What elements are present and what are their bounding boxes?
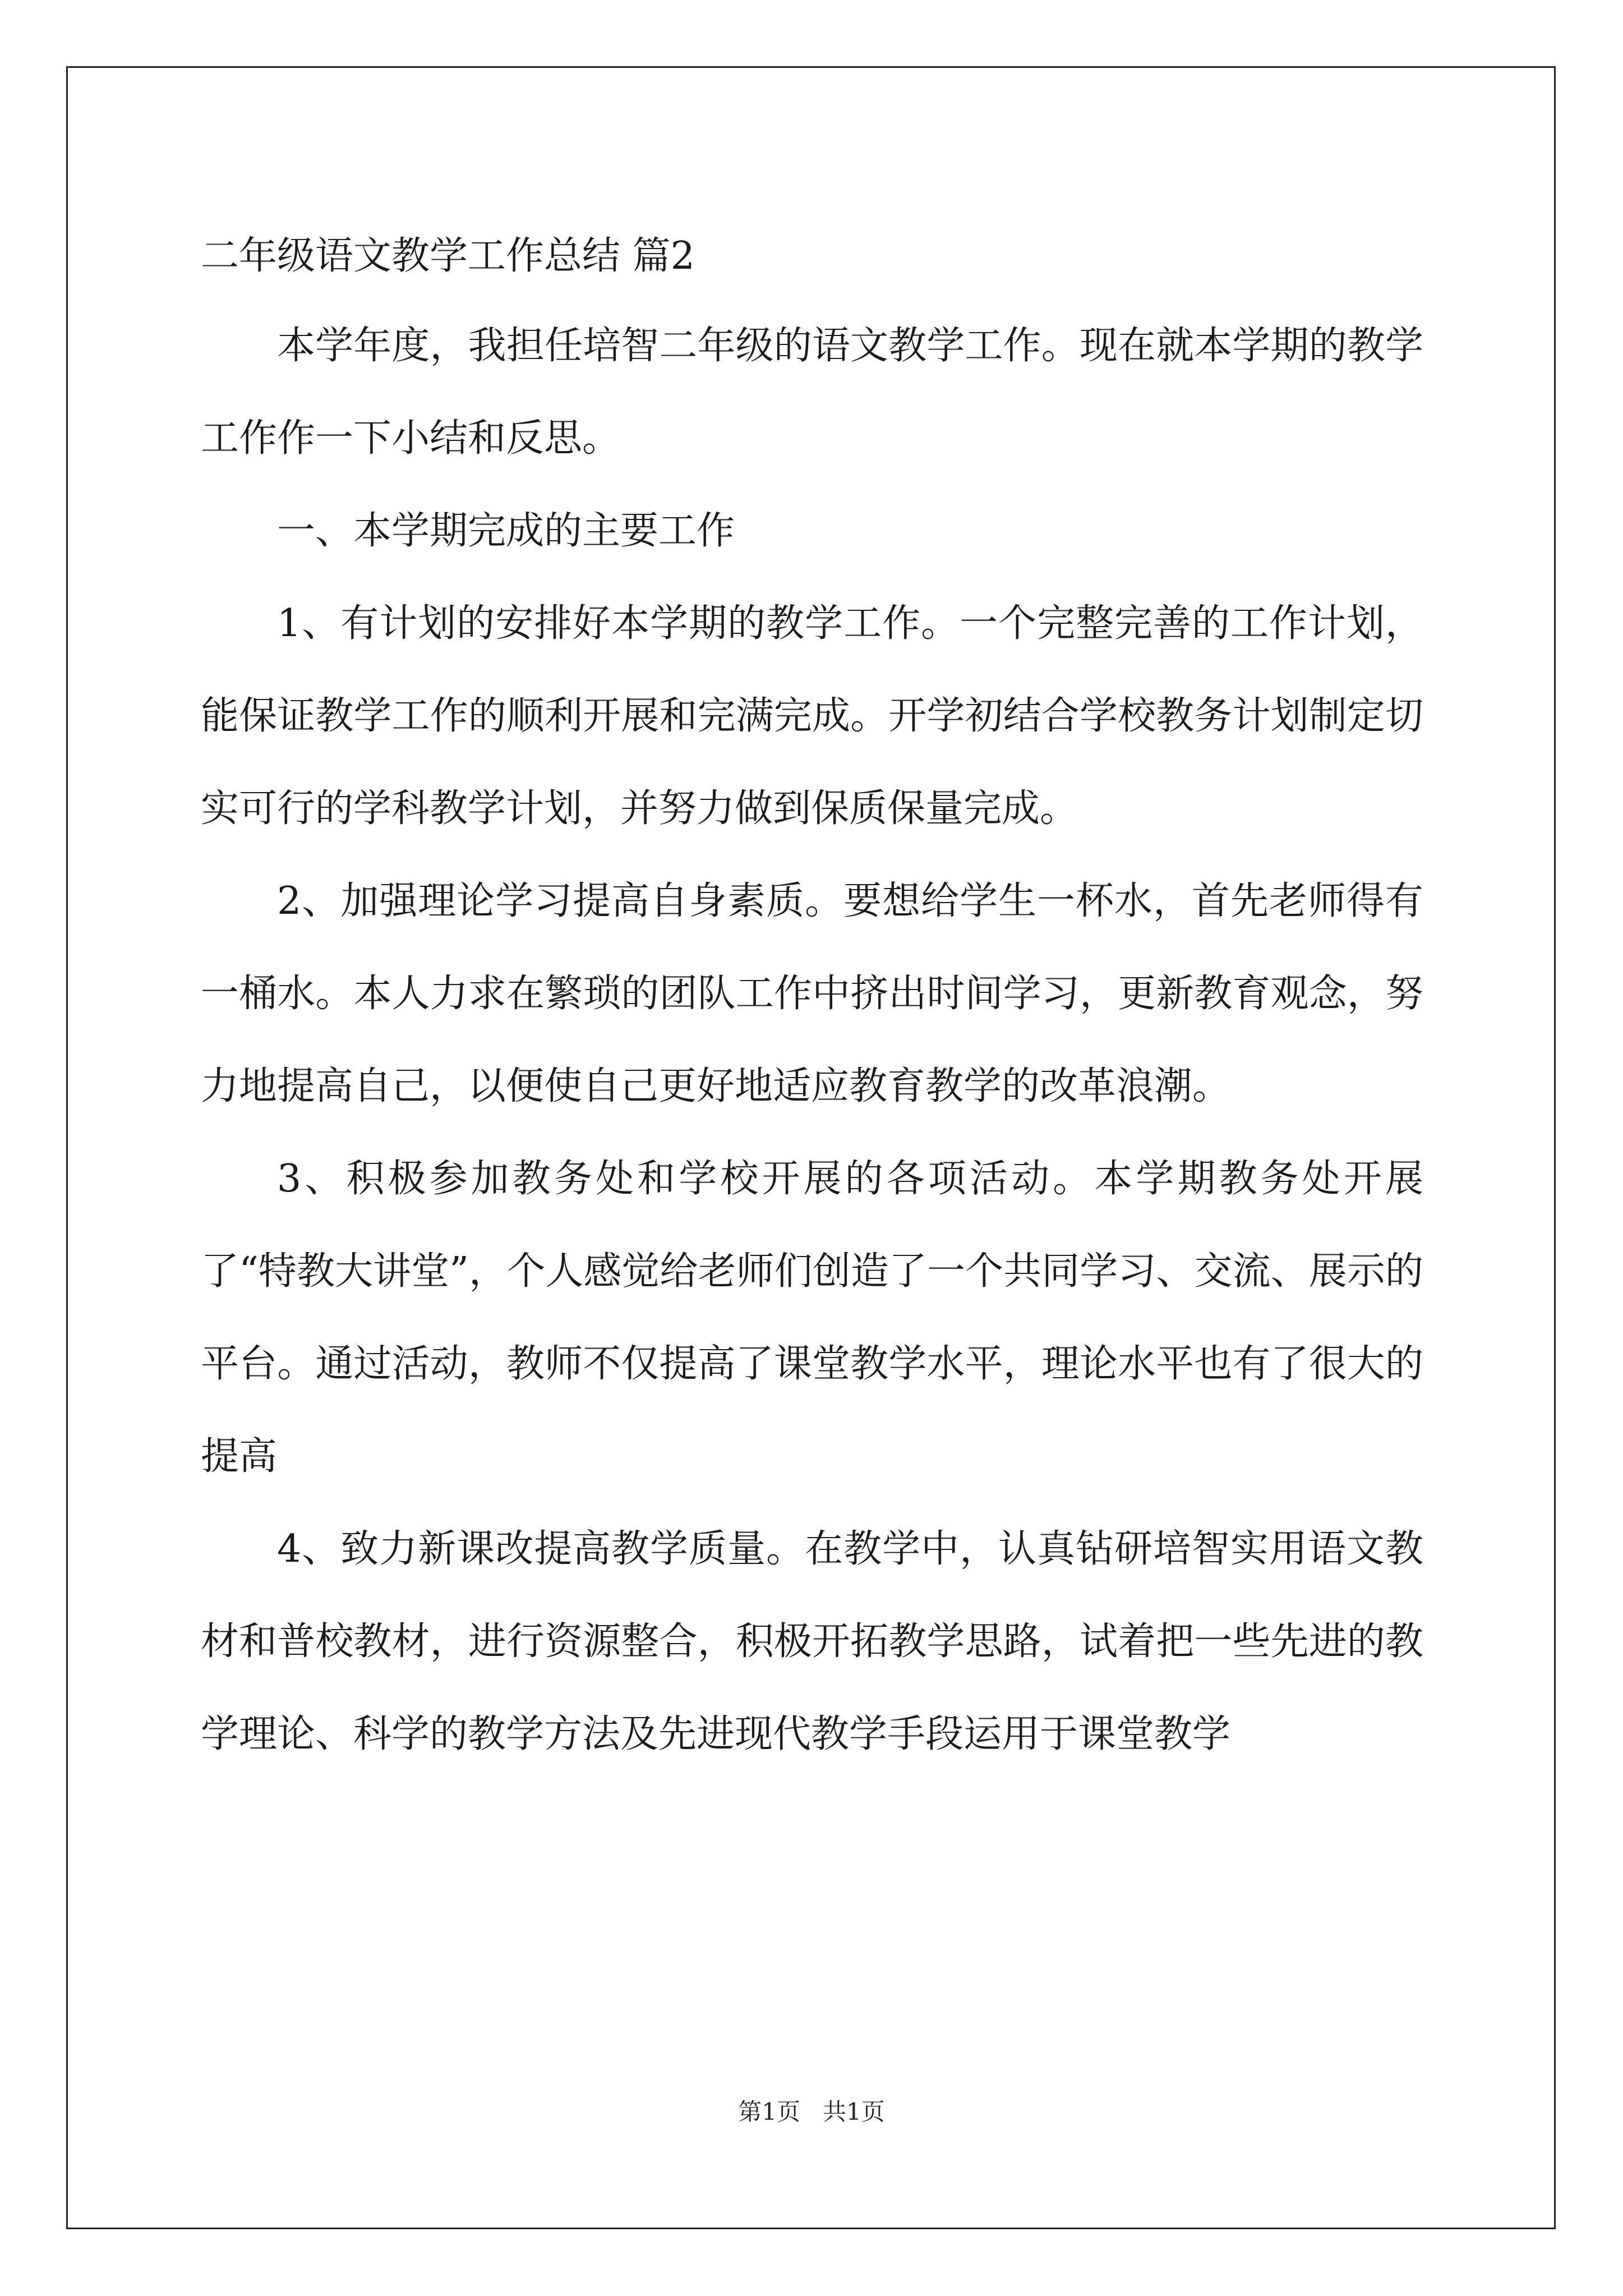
document-title: 二年级语文教学工作总结 篇2 — [201, 234, 695, 278]
page-total: 共1页 — [823, 2098, 885, 2125]
paragraph-section-heading: 一、本学期完成的主要工作 — [277, 509, 735, 553]
paragraph-item-4: 4、致力新课改提高教学质量。在教学中，认真钻研培智实用语文教材和普校教材，进行资源整合，积极开拓教学思路，试着把一些先进的教学理论、科学的教学方法及先进现代教学手段运用于课堂教学 — [201, 1527, 1423, 1756]
paragraph-item-2: 2、加强理论学习提高自身素质。要想给学生一杯水，首先老师得有一桶水。本人力求在繁琐的团队工作中挤出时间学习，更新教育观念，努力地提高自己，以便使自己更好地适应教育教学的改革浪潮。 — [201, 879, 1423, 1108]
page-number: 第1页 — [738, 2098, 800, 2125]
paragraph-item-3: 3、积极参加教务处和学校开展的各项活动。本学期教务处开展了“特教大讲堂”，个人感觉给老师们创造了一个共同学习、交流、展示的平台。通过活动，教师不仅提高了课堂教学水平，理论水平也有了很大的提高 — [201, 1157, 1423, 1479]
paragraph-intro: 本学年度，我担任培智二年级的语文教学工作。现在就本学期的教学工作作一下小结和反思。 — [201, 324, 1423, 461]
document-body — [201, 213, 1423, 1780]
paragraph-item-1: 1、有计划的安排好本学期的教学工作。一个完整完善的工作计划，能保证教学工作的顺利开展和完满完成。开学初结合学校教务计划制定切实可行的学科教学计划，并努力做到保质保量完成。 — [201, 601, 1423, 831]
page-footer — [0, 2095, 1623, 2129]
